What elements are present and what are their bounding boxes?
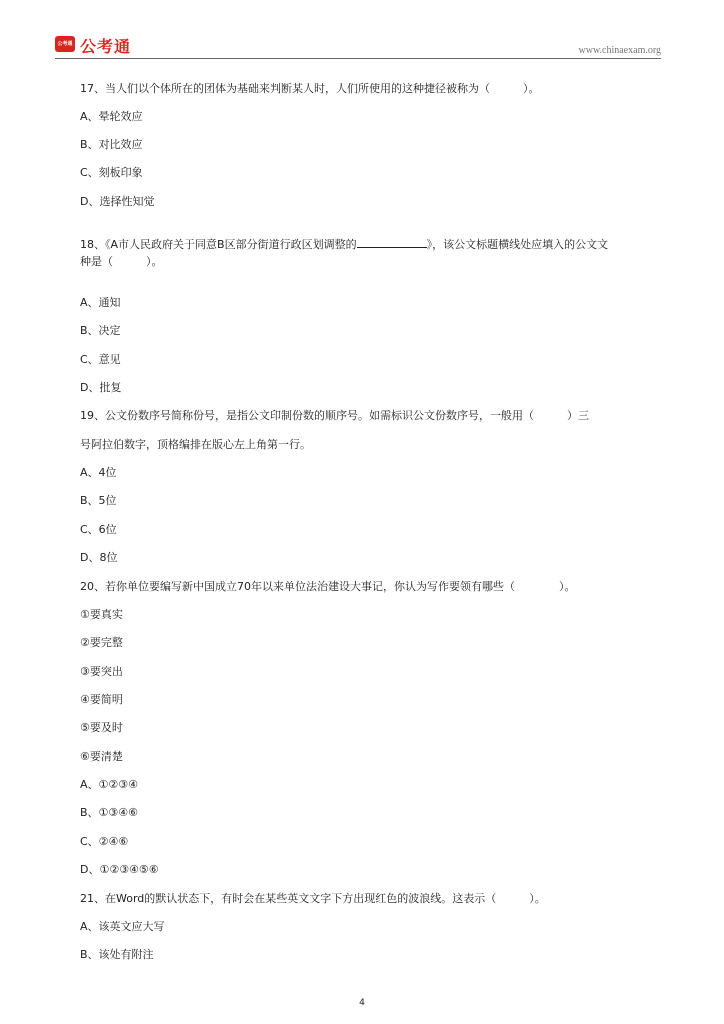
q21-option-a: A、该英文应大写 [80, 920, 165, 933]
question-18-stem-line2: 种是（ ）。 [80, 255, 163, 268]
question-21-stem: 21、在Word的默认状态下，有时会在某些英文文字下方出现红色的波浪线。这表示（ ）。 [80, 892, 546, 905]
q18-option-b: B、决定 [80, 324, 121, 337]
header-divider [55, 58, 661, 59]
q20-item-1: ①要真实 [80, 608, 123, 621]
q20-option-b: B、①③④⑥ [80, 806, 138, 819]
q20-item-5: ⑤要及时 [80, 721, 123, 734]
q19-option-c: C、6位 [80, 523, 117, 536]
q18-option-c: C、意见 [80, 353, 121, 366]
q20-option-c: C、②④⑥ [80, 835, 129, 848]
q21-option-b: B、该处有附注 [80, 948, 154, 961]
q17-option-d: D、选择性知觉 [80, 195, 155, 208]
site-url: www.chinaexam.org [578, 45, 661, 56]
q17-option-c: C、刻板印象 [80, 166, 143, 179]
logo-badge: 公考通 [55, 36, 75, 52]
question-17-stem: 17、当人们以个体所在的团体为基础来判断某人时，人们所使用的这种捷径被称为（ ）。 [80, 82, 540, 95]
q20-option-a: A、①②③④ [80, 778, 138, 791]
question-20-stem: 20、若你单位要编写新中国成立70年以来单位法治建设大事记，你认为写作要领有哪些（ ）。 [80, 580, 576, 593]
q20-item-6: ⑥要清楚 [80, 750, 123, 763]
q18-stem-part2: 》，该公文标题横线处应填入的公文文 [426, 238, 609, 251]
q19-option-b: B、5位 [80, 494, 117, 507]
logo-text: 公考通 [80, 37, 132, 56]
q18-blank [357, 236, 427, 248]
page-number: 4 [359, 998, 365, 1008]
q18-stem-part1: 18、《A市人民政府关于同意B区部分街道行政区划调整的 [80, 238, 357, 251]
q19-option-d: D、8位 [80, 551, 118, 564]
q18-option-a: A、通知 [80, 296, 121, 309]
q20-item-2: ②要完整 [80, 636, 123, 649]
q19-option-a: A、4位 [80, 466, 117, 479]
question-18-stem [80, 236, 608, 252]
q20-item-4: ④要简明 [80, 693, 123, 706]
page-header [55, 36, 661, 60]
question-19-stem: 19、公文份数序号简称份号，是指公文印制份数的顺序号。如需标识公文份数序号，一般用（ ）三 [80, 409, 589, 422]
q17-option-a: A、晕轮效应 [80, 110, 143, 123]
question-19-stem-line2: 号阿拉伯数字，顶格编排在版心左上角第一行。 [80, 438, 311, 451]
q17-option-b: B、对比效应 [80, 138, 143, 151]
q18-option-d: D、批复 [80, 381, 122, 394]
q20-option-d: D、①②③④⑤⑥ [80, 863, 159, 876]
q20-item-3: ③要突出 [80, 665, 123, 678]
